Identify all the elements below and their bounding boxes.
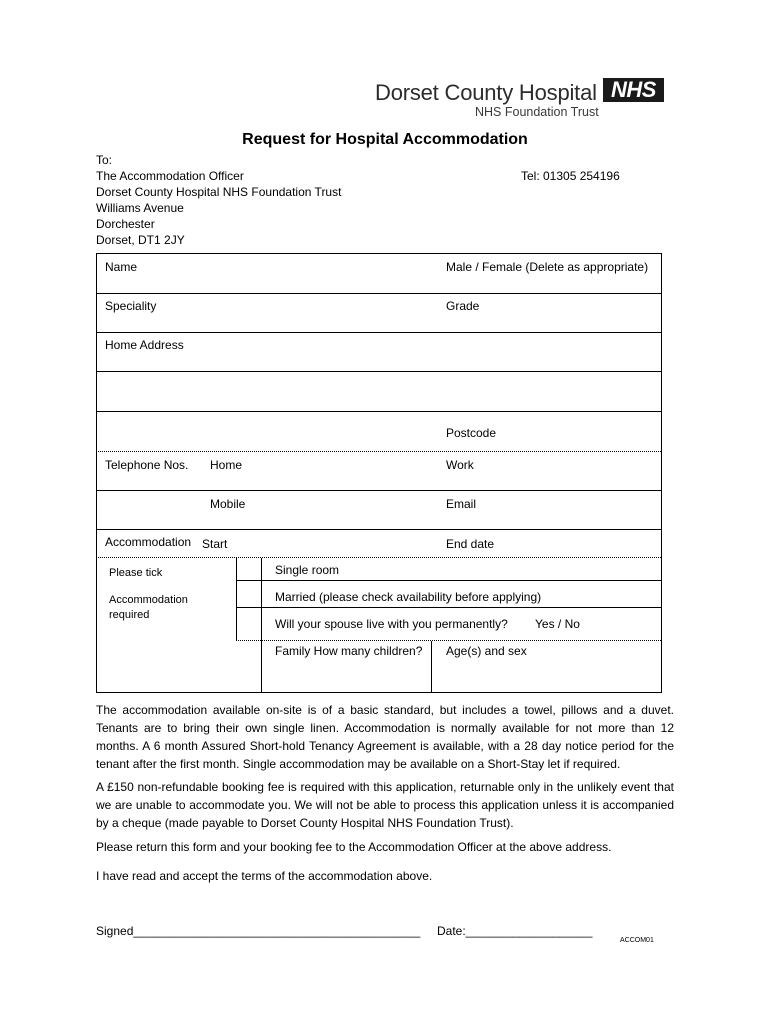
accommodation-required-label-2: required: [109, 609, 150, 621]
org-name: Dorset County Hospital: [375, 80, 597, 105]
telephone-number: Tel: 01305 254196: [521, 169, 620, 183]
spouse-question: Will your spouse live with you permanently?: [275, 617, 508, 631]
please-tick-label: Please tick: [109, 567, 163, 579]
accommodation-required-label: Accommodation: [109, 594, 188, 606]
work-phone-label: Work: [446, 458, 474, 472]
speciality-label: Speciality: [105, 299, 157, 313]
address-line: Dorset, DT1 2JY: [96, 233, 185, 247]
signature-field: Signed___________________________________________: [96, 924, 421, 938]
terms-paragraph-1: The accommodation available on-site is of a basic standard, but includes a towel, pillows and a duvet. Tenants are to bring their own single linen. Accommodation is normally available for not more than 12 months. A 6 month Assured Short-hold Tenancy Agreement is available, with a 28 day notice period for the tenant after the first month. Single accommodation may be available on a Short-Stay let if required.: [96, 703, 674, 771]
address-line: The Accommodation Officer: [96, 169, 244, 183]
name-label: Name: [105, 260, 138, 274]
form-title: Request for Hospital Accommodation: [242, 131, 528, 148]
start-date-label: Start: [202, 537, 228, 551]
address-line: Dorchester: [96, 217, 155, 231]
nhs-logo-badge: NHS: [603, 78, 664, 102]
ages-sex-label: Age(s) and sex: [446, 644, 527, 658]
address-line: Dorset County Hospital NHS Foundation Trust: [96, 185, 342, 199]
family-children-label: Family How many children?: [275, 644, 423, 658]
terms-paragraph-2: A £150 non-refundable booking fee is required with this application, returnable only in the unlikely event that we are unable to accommodate you. We will not be able to process this application unless it is accompanied by a cheque (made payable to Dorset County Hospital NHS Foundation Trust).: [96, 780, 674, 830]
telephone-label: Telephone Nos.: [105, 458, 189, 472]
postcode-label: Postcode: [446, 426, 497, 440]
single-room-option: Single room: [275, 563, 340, 577]
return-instructions: Please return this form and your booking fee to the Accommodation Officer at the above address.: [96, 840, 612, 854]
to-label: To:: [96, 153, 113, 167]
org-subtitle: NHS Foundation Trust: [475, 105, 599, 119]
acceptance-statement: I have read and accept the terms of the accommodation above.: [96, 869, 433, 883]
accommodation-label: Accommodation: [105, 535, 192, 549]
email-label: Email: [446, 497, 477, 511]
home-phone-label: Home: [210, 458, 243, 472]
end-date-label: End date: [446, 537, 495, 551]
yes-no-option: Yes / No: [535, 617, 580, 631]
date-field: Date:___________________: [437, 924, 593, 938]
address-line: Williams Avenue: [96, 201, 184, 215]
home-address-label: Home Address: [105, 338, 184, 352]
grade-label: Grade: [446, 299, 480, 313]
mobile-label: Mobile: [210, 497, 246, 511]
gender-label: Male / Female (Delete as appropriate): [446, 260, 649, 274]
married-option: Married (please check availability before applying): [275, 590, 542, 604]
form-reference: ACCOM01: [620, 937, 654, 944]
